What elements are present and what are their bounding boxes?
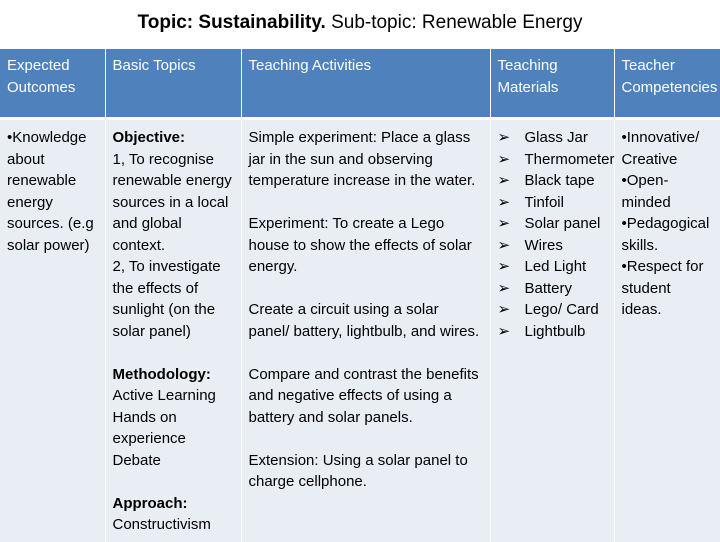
topic-label: Topic: Sustainability. xyxy=(137,12,326,33)
materials-list xyxy=(498,127,615,342)
material-item: ➢ Thermometer xyxy=(498,149,608,171)
header-teacher-competencies: Teacher Competencies xyxy=(614,49,720,119)
methodology-block xyxy=(113,364,235,472)
competencies-list xyxy=(622,127,714,321)
competency-item: • Respect for student ideas. xyxy=(622,256,714,321)
material-item: ➢ Lightbulb xyxy=(498,321,608,343)
activity-item: Extension: Using a solar panel to charge cellphone. xyxy=(248,451,468,490)
material-item: ➢ Lego/ Card xyxy=(498,299,608,321)
material-item: ➢ Led Light xyxy=(498,256,608,278)
table-row xyxy=(0,119,720,542)
basic-topics-cell xyxy=(105,119,241,542)
subtopic-label: Sub-topic: Renewable Energy xyxy=(331,12,583,33)
material-item: ➢ Black tape xyxy=(498,170,608,192)
materials-cell xyxy=(490,119,614,542)
competency-item: • Pedagogical skills. xyxy=(622,213,714,256)
approach-heading: Approach: xyxy=(112,494,188,512)
competency-item: • Open-minded xyxy=(622,170,714,213)
material-item: ➢ Glass Jar xyxy=(498,127,608,149)
approach-block xyxy=(113,493,235,536)
header-basic-topics: Basic Topics xyxy=(105,49,241,119)
objective-heading: Objective: xyxy=(112,129,186,146)
material-item: ➢ Tinfoil xyxy=(498,192,608,214)
activity-item: Compare and contrast the benefits and negative effects of using a battery and solar panels. xyxy=(248,365,479,426)
activity-item: Create a circuit using a solar panel/ battery, lightbulb, and wires. xyxy=(248,301,480,340)
objective-2: 2, To investigate the effects of sunlight (on the solar panel) xyxy=(112,258,221,340)
activities-cell xyxy=(241,119,490,542)
header-expected-outcomes: Expected Outcomes xyxy=(0,49,105,119)
material-item: ➢ Battery xyxy=(498,278,608,300)
outcomes-cell xyxy=(0,119,105,542)
approach-text: Constructivism xyxy=(112,516,211,533)
material-item: ➢ Wires xyxy=(498,235,608,257)
outcomes-list xyxy=(7,127,99,256)
competency-item: • Innovative/ Creative xyxy=(622,127,714,170)
activity-item: Experiment: To create a Lego house to show the effects of solar energy. xyxy=(248,215,472,275)
page-title xyxy=(0,12,720,34)
header-teaching-materials: Teaching Materials xyxy=(490,49,614,119)
activity-item: Simple experiment: Place a glass jar in the sun and observing temperature increase in the water. xyxy=(248,129,476,189)
outcome-item: • Knowledge about renewable energy sources. (e.g solar power) xyxy=(7,127,99,256)
lesson-plan-table xyxy=(0,49,720,542)
objective-block xyxy=(113,127,235,342)
header-teaching-activities: Teaching Activities xyxy=(241,49,490,119)
table-header-row xyxy=(0,49,720,119)
objective-1: 1, To recognise renewable energy sources in a local and global context. xyxy=(112,150,232,254)
material-item: ➢ Solar panel xyxy=(498,213,608,235)
methodology-text: Active Learning Hands on experience Debate xyxy=(112,387,216,469)
methodology-heading: Methodology: xyxy=(112,365,211,383)
competencies-cell xyxy=(614,119,720,542)
